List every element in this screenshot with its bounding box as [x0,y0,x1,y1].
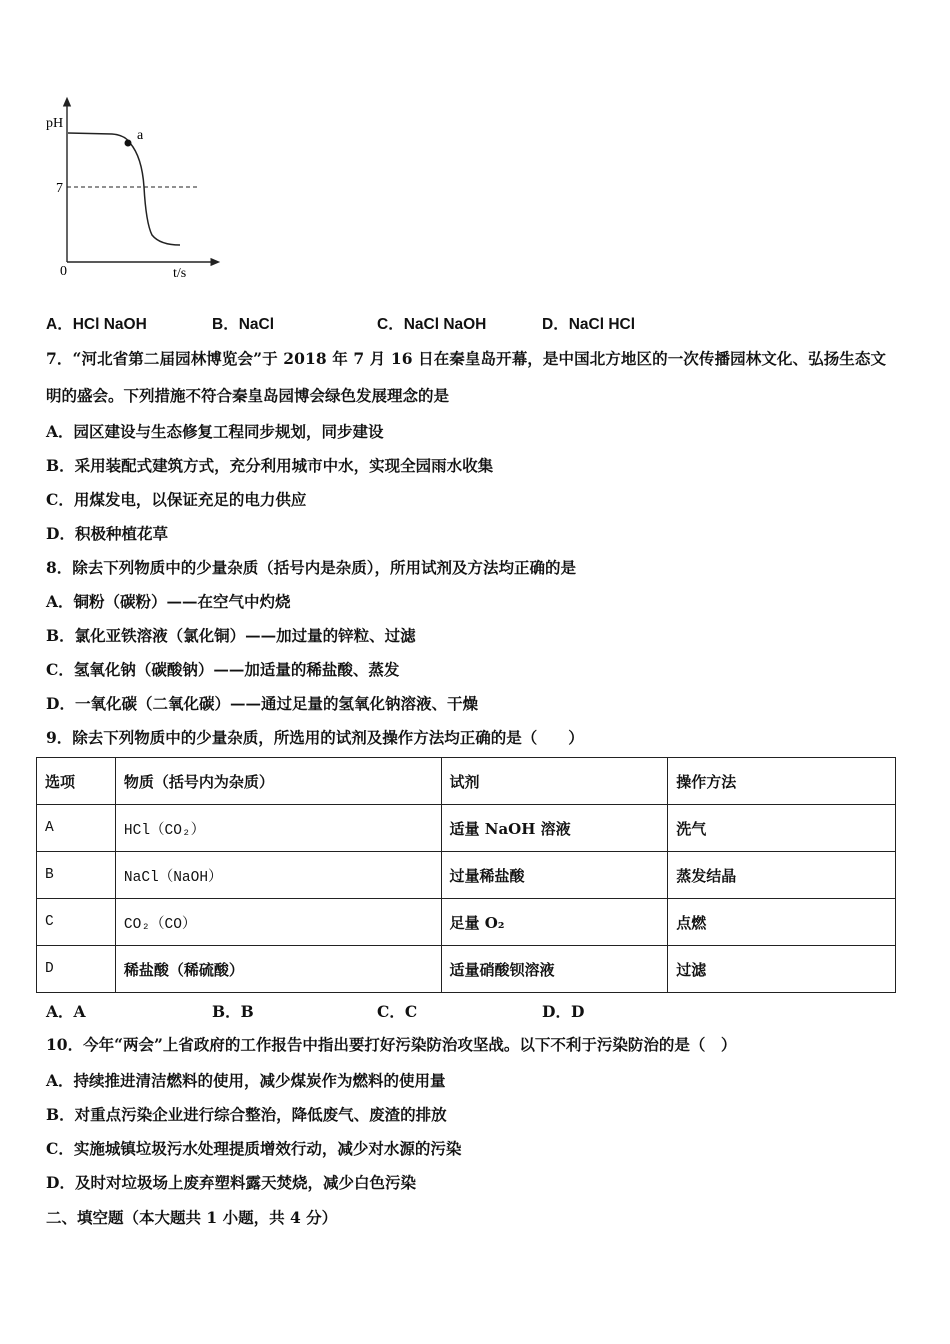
q10-option-a: A．持续推进清洁燃料的使用，减少煤炭作为燃料的使用量 [46,1071,446,1090]
q6-option-b: B．NaCl [212,316,275,333]
ph7-label: 7 [56,181,63,196]
q7-option-a: A．园区建设与生态修复工程同步规划，同步建设 [46,422,384,441]
section-2-heading: 二、填空题（本大题共 1 小题，共 4 分） [46,1208,338,1227]
q8-stem: 8．除去下列物质中的少量杂质（括号内是杂质），所用试剂及方法均正确的是 [46,558,577,577]
q9-stem: 9．除去下列物质中的少量杂质，所选用的试剂及操作方法均正确的是（ ） [46,728,584,747]
q9-table [36,757,896,993]
row-option: B [37,852,116,899]
point-a [125,140,132,147]
q10-option-c: C．实施城镇垃圾污水处理提质增效行动，减少对水源的污染 [46,1139,462,1158]
table-row [37,899,896,946]
row-substance: 稀盐酸（稀硫酸） [115,946,441,993]
q7-stem-line2: 明的盛会。下列措施不符合秦皇岛园博会绿色发展理念的是 [46,386,450,405]
row-reagent: 适量硝酸钡溶液 [441,946,668,993]
q9-option-d: D．D [542,1002,585,1021]
row-method: 洗气 [668,805,896,852]
row-reagent: 过量稀盐酸 [441,852,668,899]
row-substance: HCl（CO₂） [115,805,441,852]
ph-curve [68,133,180,245]
q7-option-c: C．用煤发电，以保证充足的电力供应 [46,490,307,509]
table-header-row [37,758,896,805]
table-row [37,852,896,899]
q10-option-d: D．及时对垃圾场上废弃塑料露天焚烧，减少白色污染 [46,1173,416,1192]
row-option: C [37,899,116,946]
header-option: 选项 [37,758,116,805]
table-row [37,946,896,993]
q8-option-c: C．氢氧化钠（碳酸钠）——加适量的稀盐酸、蒸发 [46,660,400,679]
header-substance: 物质（括号内为杂质） [115,758,441,805]
header-reagent: 试剂 [441,758,668,805]
row-substance: CO₂（CO） [115,899,441,946]
point-a-label: a [137,128,144,143]
table-row [37,805,896,852]
row-option: A [37,805,116,852]
header-method: 操作方法 [668,758,896,805]
q6-option-d: D．NaCl HCl [542,316,636,333]
row-method: 点燃 [668,899,896,946]
q9-option-c: C．C [377,1002,418,1021]
row-reagent: 足量 O₂ [441,899,668,946]
q8-option-d: D．一氧化碳（二氧化碳）——通过足量的氢氧化钠溶液、干燥 [46,694,478,713]
q9-option-b: B．B [212,1002,254,1021]
row-option: D [37,946,116,993]
origin-label: 0 [60,264,67,279]
row-method: 过滤 [668,946,896,993]
q9-option-a: A．A [46,1002,86,1021]
q10-option-b: B．对重点污染企业进行综合整治，降低废气、废渣的排放 [46,1105,447,1124]
q7-option-b: B．采用装配式建筑方式，充分利用城市中水，实现全园雨水收集 [46,456,494,475]
q8-option-a: A．铜粉（碳粉）——在空气中灼烧 [46,592,291,611]
q6-option-a: A．HCl NaOH [46,316,147,333]
row-reagent: 适量 NaOH 溶液 [441,805,668,852]
q10-stem: 10．今年“两会”上省政府的工作报告中指出要打好污染防治攻坚战。以下不利于污染防治的是（ ） [46,1035,737,1054]
row-method: 蒸发结晶 [668,852,896,899]
q6-option-c: C．NaCl NaOH [377,316,487,333]
row-substance: NaCl（NaOH） [115,852,441,899]
x-axis-label: t/s [173,266,187,281]
ph-time-graph [40,95,225,285]
q7-stem-line1: 7．“河北省第二届园林博览会”于 2018 年 7 月 16 日在秦皇岛开幕，是中国北方地区的一次传播园林文化、弘扬生态文 [46,349,887,368]
y-axis-label: pH [46,116,64,131]
q8-option-b: B．氯化亚铁溶液（氯化铜）——加过量的锌粒、过滤 [46,626,416,645]
q7-option-d: D．积极种植花草 [46,524,168,543]
